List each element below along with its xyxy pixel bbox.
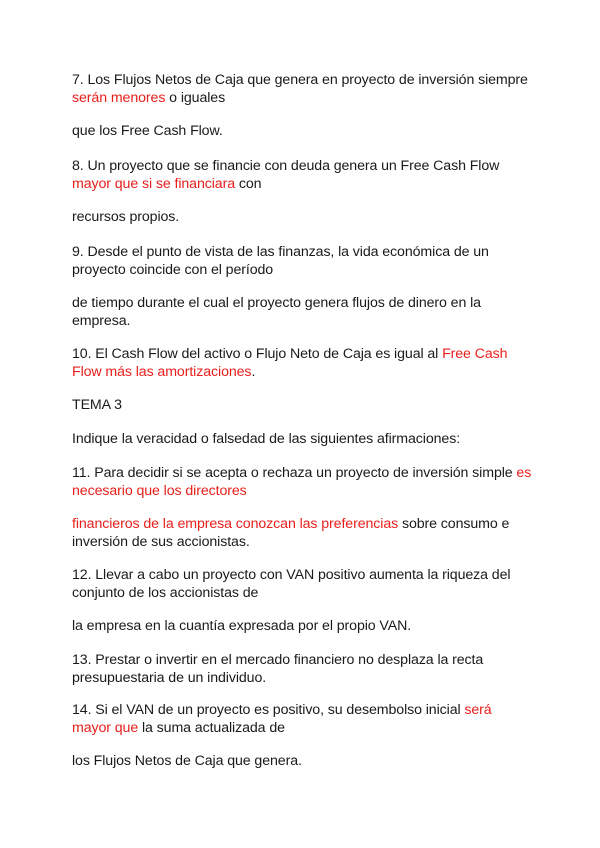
text-segment: los Flujos Netos de Caja que genera. — [72, 753, 302, 769]
highlighted-text: será mayor que — [72, 702, 492, 736]
highlighted-text: serán menores — [72, 89, 166, 106]
instructions-text — [72, 431, 532, 449]
text-segment: 10. El Cash Flow del activo o Flujo Neto de Caja es igual al — [72, 346, 443, 362]
text-segment: 13. Prestar o invertir en el mercado financiero no desplaza la recta presupuestaria de un individuo. — [72, 652, 484, 686]
text-segment: Indique la veracidad o falsedad de las siguientes afirmaciones: — [72, 431, 461, 447]
text-segment: 14. Si el VAN de un proyecto es positivo, su desembolso inicial — [72, 702, 465, 718]
text-segment: . — [251, 363, 256, 380]
text-segment: la suma actualizada de — [138, 719, 285, 736]
highlighted-text: mayor que si se financiara — [72, 175, 236, 192]
text-segment: sobre consumo e inversión de sus accionistas. — [72, 516, 510, 550]
paragraph-7-part-1 — [72, 72, 532, 107]
highlighted-text: es necesario que los directores — [72, 465, 532, 499]
highlighted-text: Free Cash Flow más las amortizaciones — [72, 346, 508, 380]
text-segment: recursos propios. — [72, 209, 180, 225]
text-segment: de tiempo durante el cual el proyecto genera flujos de dinero en la empresa. — [72, 295, 481, 329]
text-segment: que los Free Cash Flow. — [72, 123, 223, 139]
text-segment: 9. Desde el punto de vista de las finanzas, la vida económica de un proyecto coincide con el período — [72, 244, 489, 278]
paragraph-10 — [72, 346, 532, 381]
text-segment: o iguales — [165, 89, 226, 106]
paragraph-9-part-2 — [72, 295, 532, 330]
paragraph-8-part-2 — [72, 209, 532, 227]
text-segment: 8. Un proyecto que se financie con deuda genera un Free Cash Flow — [72, 158, 500, 174]
section-heading-tema-3 — [72, 397, 532, 415]
paragraph-8-part-1 — [72, 158, 532, 193]
paragraph-7-part-2 — [72, 123, 532, 141]
paragraph-11-part-2 — [72, 516, 532, 551]
paragraph-11-part-1 — [72, 465, 532, 500]
highlighted-text: financieros de la empresa conozcan las preferencias — [72, 516, 399, 532]
paragraph-12-part-2 — [72, 618, 532, 636]
text-segment: con — [235, 175, 262, 192]
text-segment: 11. Para decidir si se acepta o rechaza un proyecto de inversión simple — [72, 465, 517, 481]
paragraph-14-part-2 — [72, 753, 532, 771]
paragraph-12-part-1 — [72, 567, 532, 602]
paragraph-13 — [72, 652, 532, 687]
paragraph-9-part-1 — [72, 244, 532, 279]
text-segment: 12. Llevar a cabo un proyecto con VAN positivo aumenta la riqueza del conjunto de los accionistas de — [72, 567, 511, 601]
text-segment: la empresa en la cuantía expresada por el propio VAN. — [72, 618, 412, 634]
text-segment: 7. Los Flujos Netos de Caja que genera en proyecto de inversión siempre — [72, 72, 528, 88]
text-segment: TEMA 3 — [72, 397, 122, 413]
paragraph-14-part-1 — [72, 702, 532, 737]
